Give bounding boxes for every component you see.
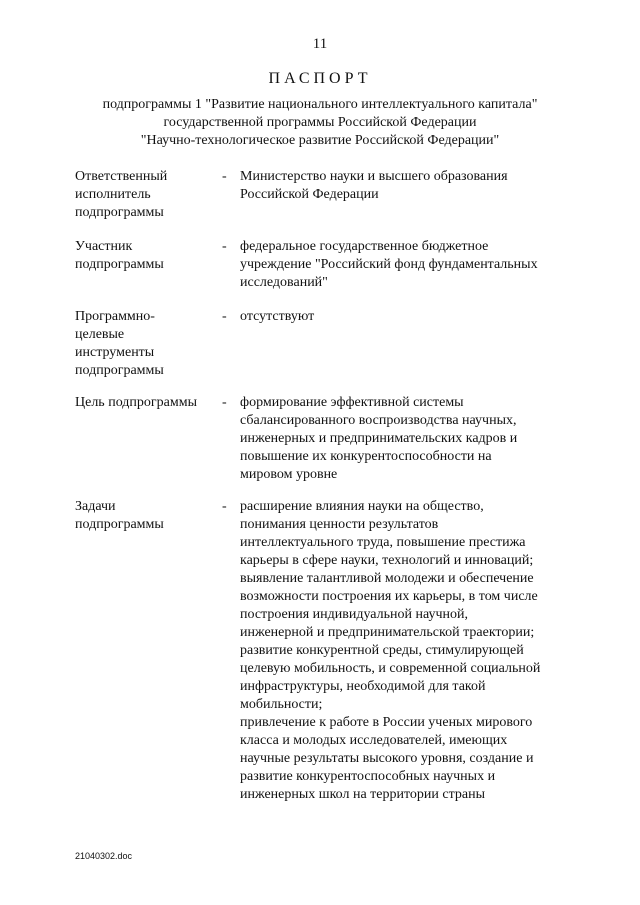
row-value-line: целевую мобильность, и современной социальной <box>240 661 541 676</box>
row-value-line: выявление талантливой молодежи и обеспечение <box>240 571 534 586</box>
row-value-line: сбалансированного воспроизводства научных, <box>240 413 517 428</box>
row-value-line: привлечение к работе в России ученых мирового <box>240 715 533 730</box>
row-value-line: повышение их конкурентоспособности на <box>240 449 492 464</box>
row-value <box>240 498 585 804</box>
row-dash: - <box>222 239 227 254</box>
row-dash: - <box>222 309 227 324</box>
row-dash: - <box>222 169 227 184</box>
row-label <box>75 168 225 222</box>
row-value-line: формирование эффективной системы <box>240 395 464 410</box>
row-label-line: Задачи <box>75 499 116 514</box>
row-value-line: Министерство науки и высшего образования <box>240 169 508 184</box>
row-value-line: учреждение "Российский фонд фундаментальных <box>240 257 538 272</box>
row-value-line: карьеры в сфере науки, технологий и инноваций; <box>240 553 534 568</box>
row-value-line: развитие конкурентоспособных научных и <box>240 769 496 784</box>
page-number: 11 <box>312 36 328 52</box>
row-value-line: мобильности; <box>240 697 323 712</box>
row-value-line: класса и молодых исследователей, имеющих <box>240 733 508 748</box>
row-label-line: Цель подпрограммы <box>75 395 197 410</box>
row-label-line: инструменты <box>75 345 155 360</box>
row-value-line: инженерных и предпринимательских кадров и <box>240 431 518 446</box>
row-label-line: подпрограммы <box>75 517 164 532</box>
row-value-line: понимания ценности результатов <box>240 517 439 532</box>
row-value-line: инженерной и предпринимательской траектории; <box>240 625 535 640</box>
row-value <box>240 394 585 484</box>
row-value-line: развитие конкурентной среды, стимулирующей <box>240 643 524 658</box>
row-value-line: построения индивидуальной научной, <box>240 607 469 622</box>
row-label-line: целевые <box>75 327 125 342</box>
row-label-line: Участник <box>75 239 133 254</box>
row-value <box>240 308 585 326</box>
row-label-line: Ответственный <box>75 169 168 184</box>
page-title: ПАСПОРТ <box>268 70 372 87</box>
row-label <box>75 498 225 534</box>
file-name: 21040302.doc <box>75 851 133 861</box>
row-value-line: исследований" <box>240 275 328 290</box>
subtitle-line: подпрограммы 1 "Развитие национального интеллектуального капитала" <box>102 97 538 112</box>
row-value-line: Российской Федерации <box>240 187 379 202</box>
row-value <box>240 168 585 204</box>
row-value-line: инфраструктуры, необходимой для такой <box>240 679 486 694</box>
row-dash: - <box>222 499 227 514</box>
row-label <box>75 308 225 380</box>
row-value-line: научные результаты высокого уровня, создание и <box>240 751 534 766</box>
row-label-line: подпрограммы <box>75 205 164 220</box>
row-value-line: интеллектуального труда, повышение престижа <box>240 535 526 550</box>
row-label-line: Программно- <box>75 309 155 324</box>
subtitle-line: государственной программы Российской Федерации <box>163 115 477 130</box>
row-value-line: отсутствуют <box>240 309 315 324</box>
row-value <box>240 238 585 292</box>
row-label-line: подпрограммы <box>75 363 164 378</box>
row-label-line: подпрограммы <box>75 257 164 272</box>
row-label <box>75 238 225 274</box>
row-value-line: инженерных школ на территории страны <box>240 787 486 802</box>
row-value-line: мировом уровне <box>240 467 338 482</box>
subtitle-line: "Научно-технологическое развитие Российской Федерации" <box>140 133 500 148</box>
subtitle <box>0 96 640 150</box>
row-value-line: возможности построения их карьеры, в том числе <box>240 589 538 604</box>
row-value-line: федеральное государственное бюджетное <box>240 239 489 254</box>
row-value-line: расширение влияния науки на общество, <box>240 499 484 514</box>
row-dash: - <box>222 395 227 410</box>
row-label-line: исполнитель <box>75 187 151 202</box>
row-label <box>75 394 225 412</box>
